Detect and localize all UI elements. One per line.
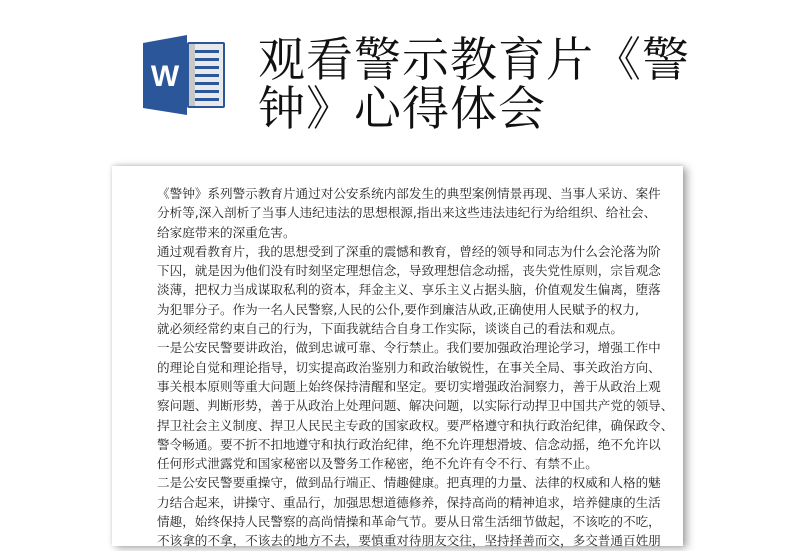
text-line: 不该拿的不拿，不该去的地方不去，要慎重对待朋友交往，坚持择善而交，多交普通百姓朋 (157, 533, 661, 549)
document-body (157, 184, 674, 551)
text-line: 一是公安民警要讲政治，做到忠诚可靠、令行禁止。我们要加强政治理论学习，增强工作中 (157, 340, 661, 356)
word-icon-letter: W (150, 60, 180, 93)
text-line: 力结合起来，讲操守、重品行，加强思想道德修养，保持高尚的精神追求，培养健康的生活 (157, 494, 661, 510)
text-line: 通过观看教育片，我的思想受到了深重的震憾和教育，曾经的领导和同志为什么会沦落为阶 (157, 243, 661, 259)
title-line: 钟》心得体会 (258, 82, 546, 137)
document-title (258, 33, 690, 137)
text-line: 给家庭带来的深重危害。 (157, 224, 296, 240)
text-line: 的理论自觉和理论指导，切实提高政治鉴别力和政治敏锐性，在事关全局、事关政治方向、 (157, 359, 661, 375)
microsoft-word-icon (143, 34, 229, 116)
text-line: 察问题、判断形势，善于从政治上处理问题、解决问题，以实际行动捍卫中国共产党的领导、 (157, 398, 674, 414)
text-line: 情趣，始终保持人民警察的高尚情操和革命气节。要从日常生活细节做起，不该吃的不吃， (157, 514, 661, 530)
text-line: 任何形式泄露党和国家秘密以及警务工作秘密，绝不允许有令不行、有禁不止。 (157, 456, 598, 472)
text-line: 警令畅通。要不折不扣地遵守和执行政治纪律，绝不允许理想滑坡、信念动摇，绝不允许以 (157, 436, 661, 452)
text-line: 事关根本原则等重大问题上始终保持清醒和坚定。要切实增强政治洞察力，善于从政治上观 (157, 378, 661, 394)
title-line: 观看警示教育片《警 (258, 33, 690, 88)
text-line: 二是公安民警要重操守，做到品行端正、情趣健康。把真理的力量、法律的权威和人格的魅 (157, 475, 661, 491)
text-line: 《警钟》系列警示教育片通过对公安系统内部发生的典型案例情景再现、当事人采访、案件 (157, 186, 661, 201)
text-line: 为犯罪分子。作为一名人民警察,人民的公仆,要作到廉洁从政,正确使用人民赋予的权力, (157, 301, 639, 317)
text-line: 分析等,深入剖析了当事人违纪违法的思想根源,指出来这些违法违纪行为给组织、给社会、 (157, 205, 657, 221)
text-line: 就必须经常约束自己的行为，下面我就结合自身工作实际，谈谈自己的看法和观点。 (157, 321, 623, 337)
text-line: 捍卫社会主义制度、捍卫人民民主专政的国家政权。要严格遵守和执行政治纪律，确保政令、 (157, 417, 674, 433)
text-line: 下囚，就是因为他们没有时刻坚定理想信念，导致理想信念动摇，丧失党性原则，宗旨观念 (157, 263, 661, 279)
text-line: 淡薄，把权力当成谋取私利的资本，拜金主义、享乐主义占据头脑，价值观发生偏离，堕落 (157, 282, 661, 298)
